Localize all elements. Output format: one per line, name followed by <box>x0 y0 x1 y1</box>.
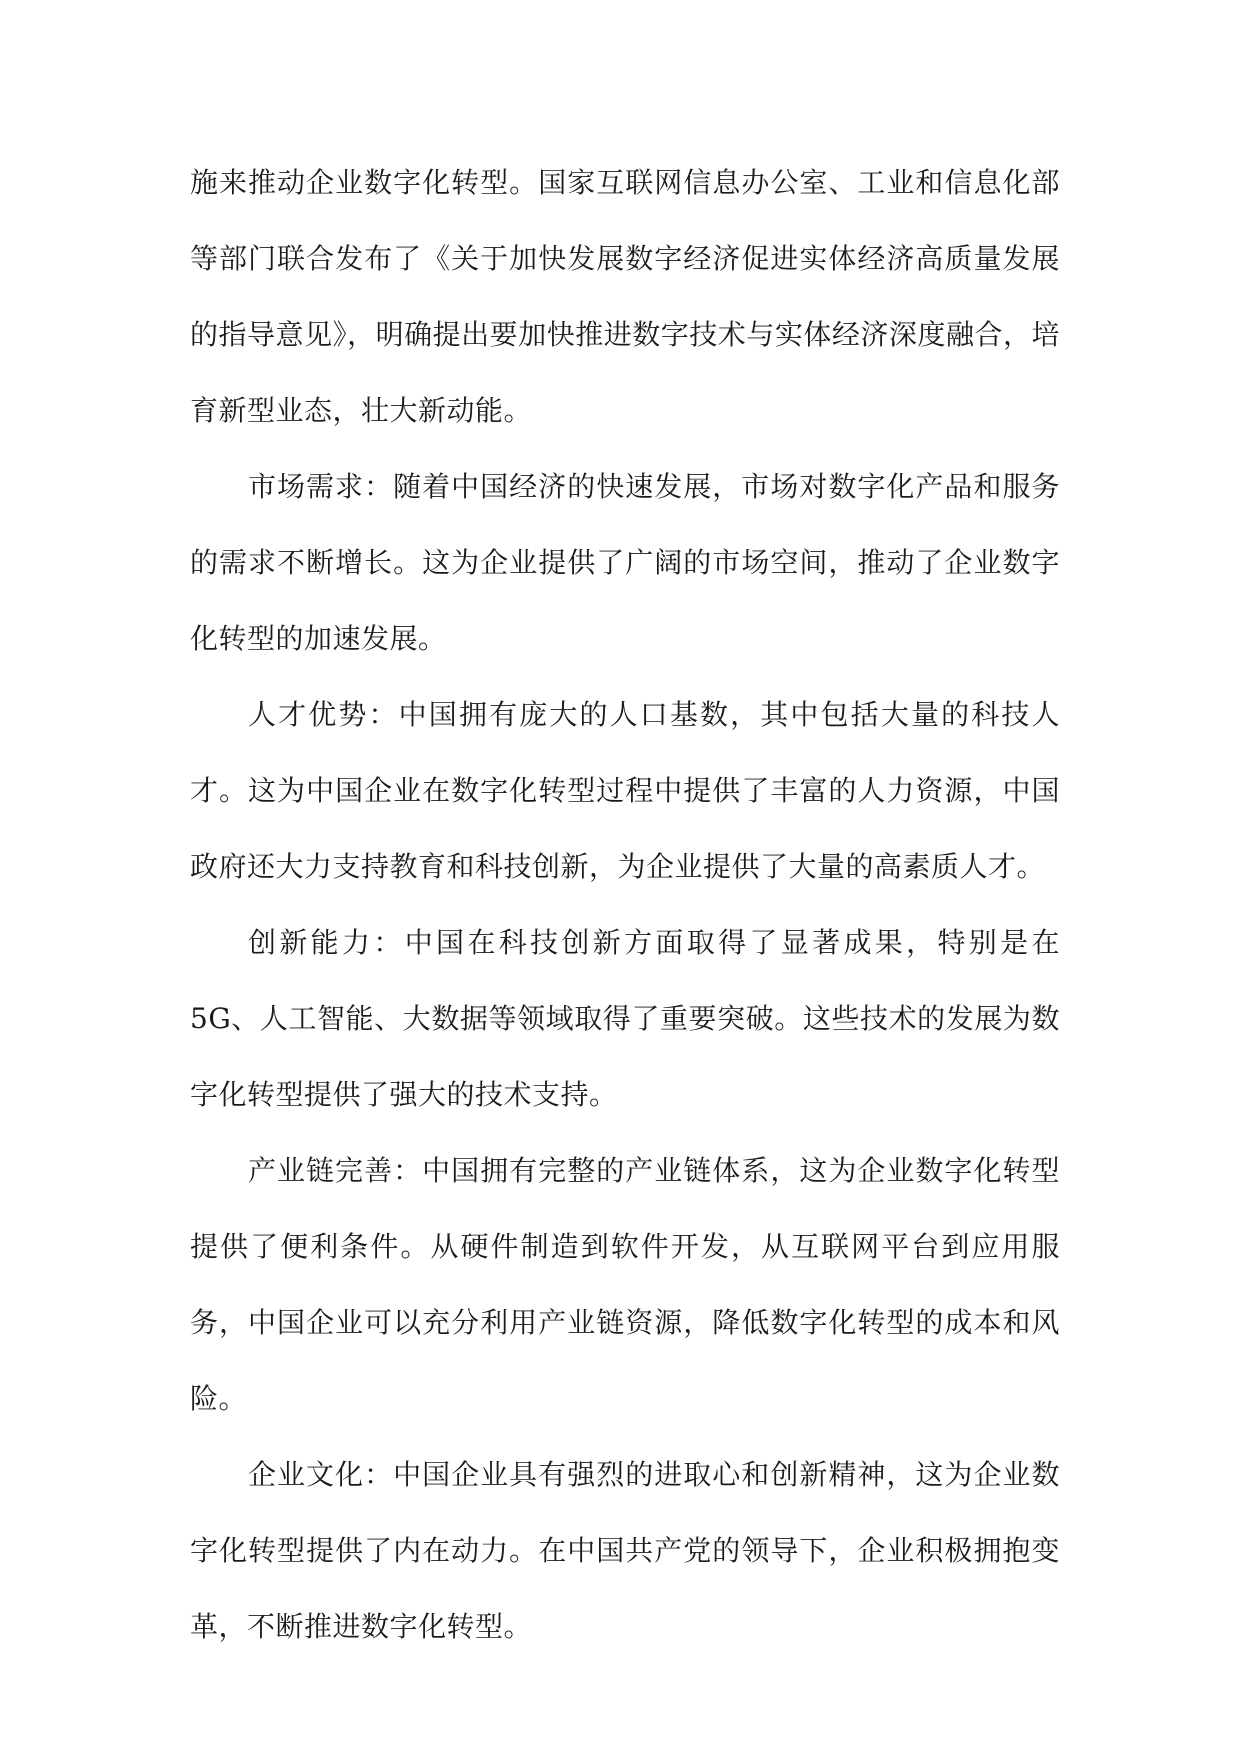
document-body <box>190 145 1060 1665</box>
paragraph-continuation: 施来推动企业数字化转型。国家互联网信息办公室、工业和信息化部等部门联合发布了《关于加快发展数字经济促进实体经济高质量发展的指导意见》，明确提出要加快推进数字技术与实体经济深度融合，培育新型业态，壮大新动能。 <box>190 166 1060 427</box>
paragraph-industry-chain: 产业链完善：中国拥有完整的产业链体系，这为企业数字化转型提供了便利条件。从硬件制造到软件开发，从互联网平台到应用服务，中国企业可以充分利用产业链资源，降低数字化转型的成本和风险。 <box>190 1154 1060 1415</box>
paragraph-corporate-culture: 企业文化：中国企业具有强烈的进取心和创新精神，这为企业数字化转型提供了内在动力。在中国共产党的领导下，企业积极拥抱变革，不断推进数字化转型。 <box>190 1458 1060 1643</box>
paragraph-market-demand: 市场需求：随着中国经济的快速发展，市场对数字化产品和服务的需求不断增长。这为企业提供了广阔的市场空间，推动了企业数字化转型的加速发展。 <box>190 470 1060 655</box>
paragraph-talent-advantage: 人才优势：中国拥有庞大的人口基数，其中包括大量的科技人才。这为中国企业在数字化转型过程中提供了丰富的人力资源，中国政府还大力支持教育和科技创新，为企业提供了大量的高素质人才。 <box>190 698 1060 883</box>
paragraph-innovation-capability: 创新能力：中国在科技创新方面取得了显著成果，特别是在 5G、人工智能、大数据等领域取得了重要突破。这些技术的发展为数字化转型提供了强大的技术支持。 <box>190 926 1060 1111</box>
